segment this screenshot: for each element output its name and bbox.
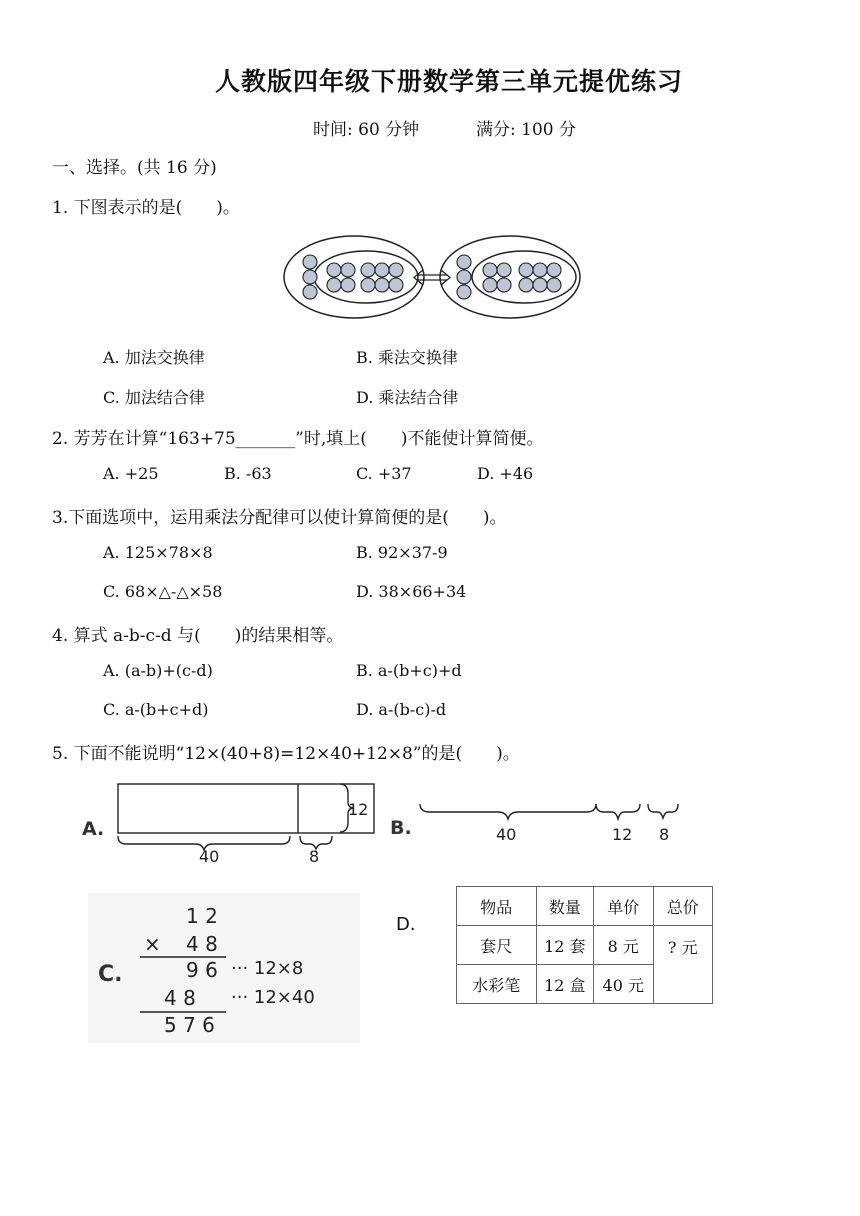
fig-c-row4: 4 8 [164,986,196,1010]
q3-option-d[interactable]: D. 38×66+34 [356,582,467,601]
q4-stem: 4. 算式 a-b-c-d 与( )的结果相等。 [52,626,344,646]
q1-option-a[interactable]: A. 加法交换律 [103,348,205,367]
table-header-cell: 物品 [457,887,537,926]
table-cell-total: ? 元 [653,926,713,1004]
fig-a-letter: A. [82,818,105,840]
fig-c-row5: 5 7 6 [164,1013,215,1037]
q5-figure-b[interactable] [386,800,691,850]
table-cell: 8 元 [594,926,653,965]
q3-option-b[interactable]: B. 92×37-9 [356,543,448,562]
table-cell: 40 元 [594,965,653,1004]
q1-figure [282,233,582,323]
fig-d-letter: D. [396,914,416,935]
q2-stem: 2. 芳芳在计算“163+75_______”时,填上( )不能使计算简便。 [52,429,544,449]
table-cell: 12 套 [536,926,593,965]
fig-c-row1: 1 2 [186,904,218,928]
q4-option-a[interactable]: A. (a-b)+(c-d) [103,661,213,680]
fig-b-seg-40: 40 [496,825,517,844]
q5-figure-c[interactable] [88,893,360,1043]
fig-c-letter: C. [98,962,123,987]
table-header-cell: 总价 [653,887,713,926]
q5-stem: 5. 下面不能说明“12×(40+8)=12×40+12×8”的是( )。 [52,744,520,764]
table-cell: 12 盒 [536,965,593,1004]
table-row [457,926,713,965]
q1-option-b[interactable]: B. 乘法交换律 [356,348,458,367]
fig-c-row3: 9 6 [186,958,218,982]
q5-figure-d-table[interactable] [456,886,713,1004]
q4-option-c[interactable]: C. a-(b+c+d) [103,700,209,719]
table-header-row [457,887,713,926]
q4-option-b[interactable]: B. a-(b+c)+d [356,661,462,680]
fig-a-bottom-right: 8 [309,847,320,866]
q3-option-a[interactable]: A. 125×78×8 [103,543,213,562]
table-header-cell: 数量 [536,887,593,926]
q2-option-d[interactable]: D. +46 [477,464,534,483]
q1-option-c[interactable]: C. 加法结合律 [103,388,205,407]
fig-b-letter: B. [390,817,412,839]
score-info: 满分: 100 分 [476,120,576,140]
table-cell: 套尺 [457,926,537,965]
q4-option-d[interactable]: D. a-(b-c)-d [356,700,447,719]
table-header-cell: 单价 [594,887,653,926]
q3-option-c[interactable]: C. 68×△-△×58 [103,582,223,601]
fig-c-note2: ··· 12×40 [231,987,315,1008]
time-info: 时间: 60 分钟 [313,120,420,140]
fig-b-seg-8: 8 [659,825,670,844]
q2-option-b[interactable]: B. -63 [224,464,272,483]
q5-figure-a[interactable] [78,775,378,870]
q1-option-d[interactable]: D. 乘法结合律 [356,388,459,407]
fig-b-seg-12: 12 [612,825,633,844]
fig-c-times: × [144,932,161,956]
q2-option-a[interactable]: A. +25 [103,464,159,483]
page-title: 人教版四年级下册数学第三单元提优练习 [215,67,684,96]
fig-c-row2: 4 8 [186,932,218,956]
fig-c-note1: ··· 12×8 [231,958,304,979]
q3-stem: 3.下面选项中，运用乘法分配律可以使计算简便的是( )。 [52,508,507,528]
fig-a-bottom-left: 40 [199,847,220,866]
section-heading: 一、选择。(共 16 分) [52,158,217,178]
q2-option-c[interactable]: C. +37 [356,464,412,483]
fig-a-side-label: 12 [348,800,369,819]
q1-stem: 1. 下图表示的是( )。 [52,198,240,218]
table-cell: 水彩笔 [457,965,537,1004]
double-arrow-icon [414,270,450,285]
